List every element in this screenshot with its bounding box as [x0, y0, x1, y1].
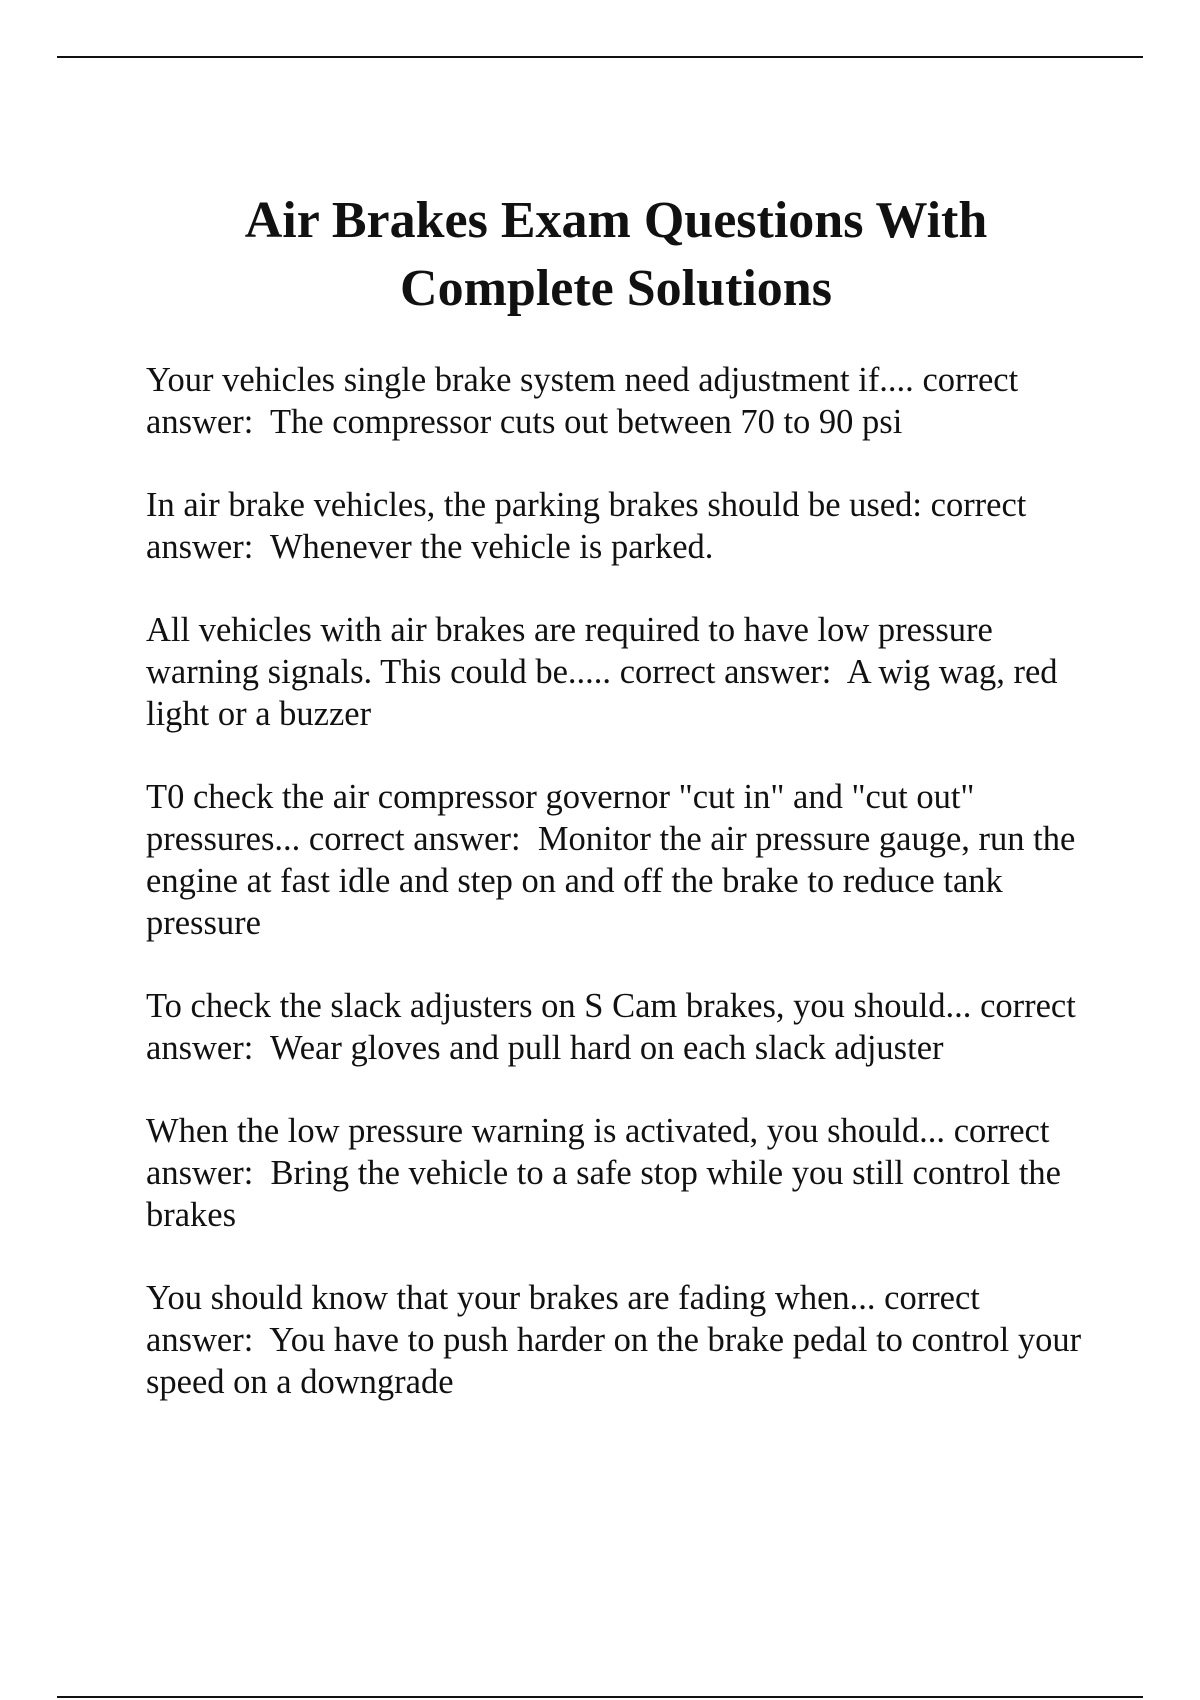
answer-label: correct answer: — [146, 1279, 980, 1359]
qa-item-1 — [146, 359, 1086, 443]
bottom-divider — [57, 1696, 1143, 1698]
answer-label: correct answer: — [146, 361, 1019, 441]
answer-text: A wig wag, red light or a buzzer — [146, 653, 1058, 733]
title-line-1: Air Brakes Exam Questions With — [244, 192, 988, 249]
question-text: You should know that your brakes are fading when... — [146, 1279, 876, 1317]
answer-label: correct answer: — [146, 987, 1076, 1067]
qa-item-6 — [146, 1110, 1086, 1236]
question-text: When the low pressure warning is activated, you should... — [146, 1112, 946, 1150]
answer-text: Bring the vehicle to a safe stop while you still control the brakes — [146, 1154, 1061, 1234]
document-title — [120, 187, 1112, 323]
question-text: To check the slack adjusters on S Cam brakes, you should... — [146, 987, 972, 1025]
answer-text: Whenever the vehicle is parked. — [269, 528, 714, 566]
answer-text: The compressor cuts out between 70 to 90 psi — [269, 403, 903, 441]
qa-item-2 — [146, 484, 1086, 568]
question-text: Your vehicles single brake system need adjustment if.... — [146, 361, 914, 399]
answer-label: correct answer: — [146, 486, 1027, 566]
question-text: All vehicles with air brakes are required to have low pressure warning signals. This could be..... — [146, 611, 993, 691]
answer-label: correct answer: — [619, 653, 832, 691]
qa-item-5 — [146, 985, 1086, 1069]
title-line-2: Complete Solutions — [400, 260, 832, 317]
question-text: In air brake vehicles, the parking brakes should be used: — [146, 486, 922, 524]
qa-item-4 — [146, 776, 1086, 944]
answer-label: correct answer: — [308, 820, 521, 858]
answer-label: correct answer: — [146, 1112, 1050, 1192]
question-text: T0 check the air compressor governor "cut in" and "cut out" pressures... — [146, 778, 975, 858]
answer-text: Wear gloves and pull hard on each slack adjuster — [269, 1029, 944, 1067]
answer-text: You have to push harder on the brake pedal to control your speed on a downgrade — [146, 1321, 1082, 1401]
answer-text: Monitor the air pressure gauge, run the engine at fast idle and step on and off the brake to reduce tank pressure — [146, 820, 1076, 942]
qa-item-3 — [146, 609, 1086, 735]
top-divider — [57, 56, 1143, 58]
qa-list — [146, 359, 1086, 1444]
qa-item-7 — [146, 1277, 1086, 1403]
